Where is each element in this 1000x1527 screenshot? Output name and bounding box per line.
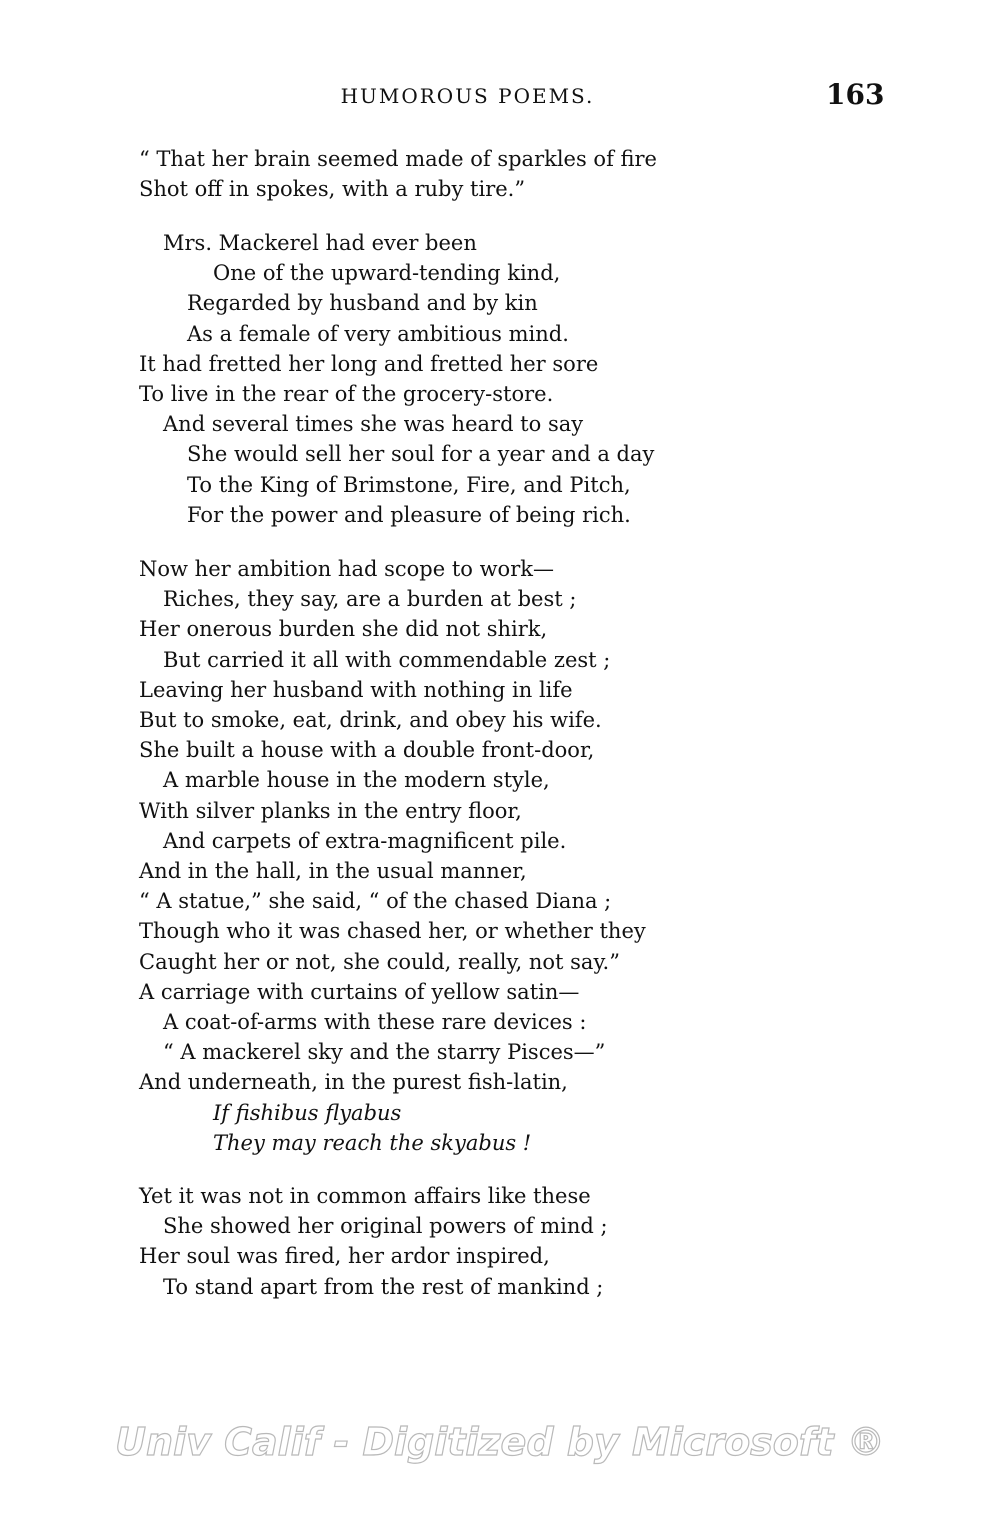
poem-line: And carpets of extra-magnificent pile.	[163, 828, 567, 853]
poem-line: For the power and pleasure of being rich.	[187, 502, 631, 527]
poem-line: With silver planks in the entry floor,	[139, 798, 522, 823]
poem-line: Shot off in spokes, with a ruby tire.”	[139, 177, 526, 202]
poem-line: But carried it all with commendable zest ;	[163, 647, 611, 672]
poem-line: And several times she was heard to say	[163, 412, 584, 437]
poem-line: Riches, they say, are a burden at best ;	[163, 587, 577, 612]
poem-line: To stand apart from the rest of mankind ;	[163, 1274, 604, 1299]
poem-line: To the King of Brimstone, Fire, and Pitch,	[187, 472, 631, 497]
poem-line: And in the hall, in the usual manner,	[139, 859, 527, 883]
poem-line: But to smoke, eat, drink, and obey his wife.	[139, 708, 602, 732]
poem-line: Regarded by husband and by kin	[187, 291, 538, 316]
poem-line: It had fretted her long and fretted her sore	[139, 351, 599, 376]
poem-line: Though who it was chased her, or whether they	[139, 919, 646, 944]
poem-line: One of the upward-tending kind,	[213, 261, 561, 286]
poem-line: Caught her or not, she could, really, not say.”	[139, 949, 620, 974]
poem-line: They may reach the skyabus !	[213, 1130, 532, 1155]
page-number: 163	[826, 78, 885, 111]
poem-line: A marble house in the modern style,	[163, 768, 550, 793]
poem-line: Mrs. Mackerel had ever been	[163, 231, 477, 255]
poem-line: She would sell her soul for a year and a day	[187, 442, 655, 467]
poem-line: As a female of very ambitious mind.	[187, 321, 569, 346]
poem-line: Her soul was fired, her ardor inspired,	[139, 1244, 550, 1269]
running-title: HUMOROUS POEMS.	[340, 84, 595, 108]
poem-line: To live in the rear of the grocery-store.	[139, 382, 554, 406]
poem-line: And underneath, in the purest fish-latin,	[139, 1070, 568, 1095]
poem-line: She built a house with a double front-door,	[139, 738, 595, 763]
poem-line: A carriage with curtains of yellow satin—	[139, 979, 580, 1004]
poem-line: A coat-of-arms with these rare devices :	[163, 1010, 587, 1034]
poem-line: “ A statue,” she said, “ of the chased Diana ;	[139, 889, 612, 914]
poem-line: Yet it was not in common affairs like these	[139, 1184, 591, 1208]
poem-line: Her onerous burden she did not shirk,	[139, 617, 548, 642]
poem-line: Now her ambition had scope to work—	[139, 557, 554, 581]
poem-line: She showed her original powers of mind ;	[163, 1214, 608, 1239]
poem-line: “ A mackerel sky and the starry Pisces—”	[163, 1040, 606, 1065]
digitization-watermark: Univ Calif - Digitized by Microsoft ®	[115, 1420, 885, 1464]
poem-line: If fishibus flyabus	[213, 1100, 402, 1125]
poem-line: “ That her brain seemed made of sparkles of fire	[139, 147, 657, 171]
poem-line: Leaving her husband with nothing in life	[139, 677, 573, 702]
